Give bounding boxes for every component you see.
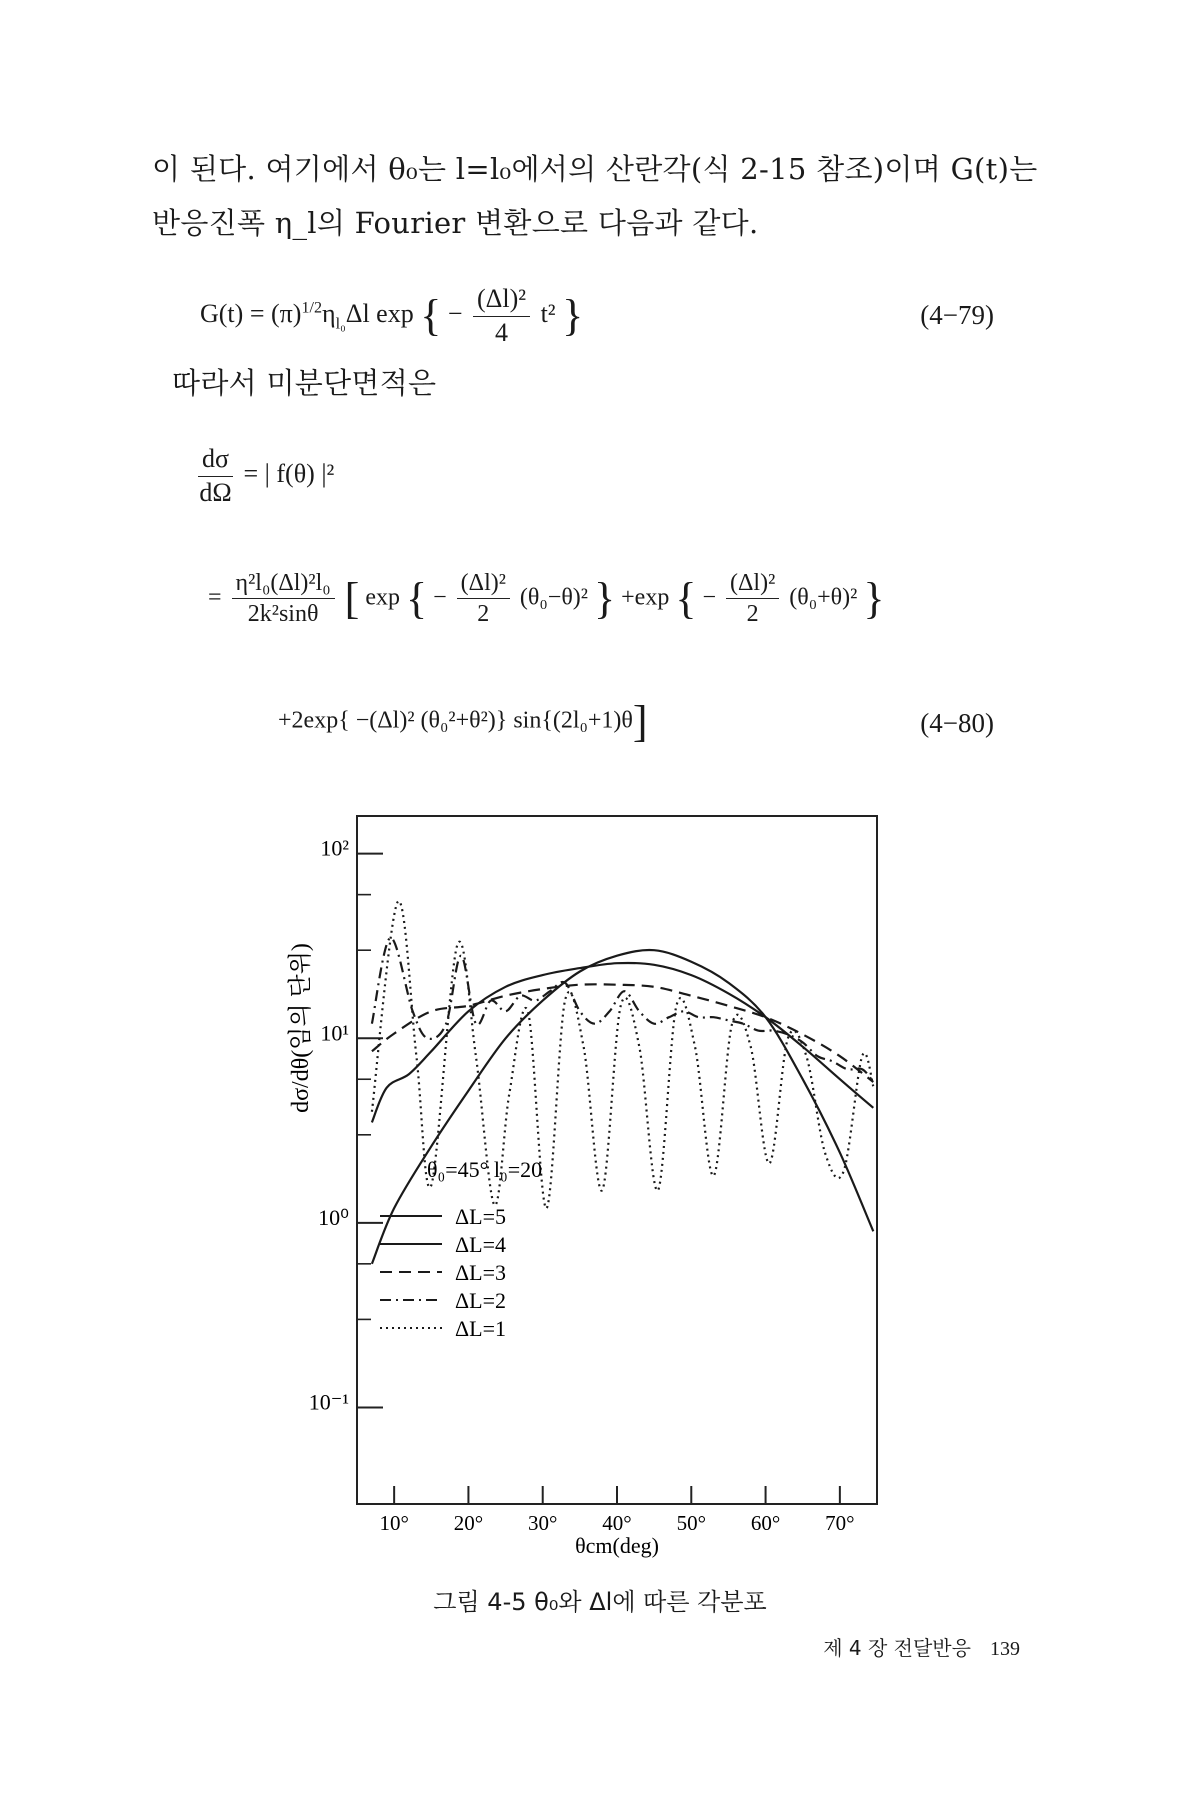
eq-lhs: G(t) = (π) xyxy=(200,299,302,329)
equation-4-80-line2 xyxy=(208,570,884,628)
eq-derivative xyxy=(198,445,233,507)
eq-line3: +2exp{ −(Δl)² (θ₀²+θ²)} sin{(2l₀+1)θ xyxy=(278,707,633,734)
eq-rhs-first: = | f(θ) |² xyxy=(243,459,335,489)
bracket-right: ] xyxy=(632,697,648,746)
x-tick-label: 70° xyxy=(825,1511,855,1535)
x-tick-label: 50° xyxy=(676,1511,706,1535)
eq-fraction xyxy=(726,570,779,628)
y-axis-label: dσ/dθ(임의 단위) xyxy=(288,943,314,1113)
paragraph-intro xyxy=(152,142,1052,250)
fraction-numerator: (Δl)² xyxy=(726,570,779,599)
x-tick-label: 40° xyxy=(602,1511,632,1535)
eq-fraction xyxy=(473,285,530,347)
brace-right: } xyxy=(863,573,885,623)
series-line xyxy=(372,950,873,1264)
fraction-denominator: dΩ xyxy=(199,477,232,507)
eq-eta-sub: l₀ xyxy=(335,315,346,333)
eq-exp: exp xyxy=(365,584,400,611)
fraction-numerator: η²l₀(Δl)²l₀ xyxy=(232,570,335,599)
figure-caption: 그림 4-5 θ₀와 Δl에 따른 각분포 xyxy=(433,1588,767,1616)
series-group xyxy=(372,901,873,1264)
annotation: θ₀=45° l₀=20 xyxy=(427,1157,543,1182)
x-tick-label: 60° xyxy=(750,1511,781,1535)
brace-left: { xyxy=(420,291,442,341)
eq-term: (θ₀−θ)² xyxy=(519,584,588,611)
x-tick-label: 10° xyxy=(379,1511,409,1535)
page-footer xyxy=(823,1632,1020,1661)
y-tick-label: 10⁰ xyxy=(318,1204,349,1230)
x-tick-label: 20° xyxy=(453,1511,484,1535)
eq-minus: − xyxy=(702,584,716,611)
eq-minus: − xyxy=(447,299,463,329)
paragraph-transition: 따라서 미분단면적은 xyxy=(172,366,437,400)
legend-label: ΔL=1 xyxy=(455,1316,506,1341)
x-tick-label: 30° xyxy=(528,1511,558,1535)
equation-4-80-line3 xyxy=(278,697,648,746)
fraction-denominator: 2 xyxy=(477,601,490,628)
equation-number: (4−80) xyxy=(920,708,994,738)
fraction-numerator: (Δl)² xyxy=(473,285,530,317)
fraction-numerator: dσ xyxy=(198,445,233,477)
legend-label: ΔL=3 xyxy=(455,1260,506,1285)
angular-distribution-chart xyxy=(250,780,930,1558)
eq-eta: η xyxy=(322,299,336,329)
fraction-numerator: (Δl)² xyxy=(457,570,510,599)
bracket-left: [ xyxy=(344,573,360,623)
equation-4-80-line1 xyxy=(194,445,334,507)
eq-equals: = xyxy=(208,584,222,611)
y-tick-label: 10² xyxy=(320,835,349,861)
x-axis-label: θcm(deg) xyxy=(575,1533,659,1558)
legend-label: ΔL=4 xyxy=(455,1232,506,1257)
paragraph-line: 반응진폭 η_l의 Fourier 변환으로 다음과 같다. xyxy=(152,206,759,240)
page-number: 139 xyxy=(990,1638,1020,1660)
equation-number: (4−79) xyxy=(920,300,994,330)
fraction-denominator: 4 xyxy=(495,317,509,347)
brace-left: { xyxy=(405,573,428,623)
y-tick-label: 10¹ xyxy=(320,1020,349,1046)
eq-plus-exp: +exp xyxy=(621,584,670,611)
legend xyxy=(380,1204,506,1341)
legend-label: ΔL=5 xyxy=(455,1204,506,1229)
brace-right: } xyxy=(562,291,584,341)
equation-4-79 xyxy=(200,285,583,347)
eq-prefactor xyxy=(232,570,335,628)
y-axis-ticks xyxy=(309,836,383,1415)
x-axis-ticks xyxy=(379,1486,854,1535)
brace-right: } xyxy=(594,573,616,623)
series-line xyxy=(372,963,873,1122)
eq-term: (θ₀+θ)² xyxy=(789,584,858,611)
fraction-denominator: 2 xyxy=(746,601,759,628)
eq-fraction xyxy=(457,570,510,628)
legend-label: ΔL=2 xyxy=(455,1288,506,1313)
eq-exponent: 1/2 xyxy=(301,299,323,317)
eq-delta-exp: Δl exp xyxy=(345,299,414,329)
series-line xyxy=(372,938,873,1082)
chapter-title: 제 4 장 전달반응 xyxy=(823,1636,971,1660)
brace-left: { xyxy=(675,573,697,623)
eq-minus: − xyxy=(433,584,447,611)
y-tick-label: 10⁻¹ xyxy=(308,1389,349,1415)
eq-t-squared: t² xyxy=(540,299,556,329)
paragraph-line: 이 된다. 여기에서 θ₀는 l=l₀에서의 산란각(식 2-15 참조)이며 G(t)는 xyxy=(152,152,1038,186)
fraction-denominator: 2k²sinθ xyxy=(247,601,319,628)
